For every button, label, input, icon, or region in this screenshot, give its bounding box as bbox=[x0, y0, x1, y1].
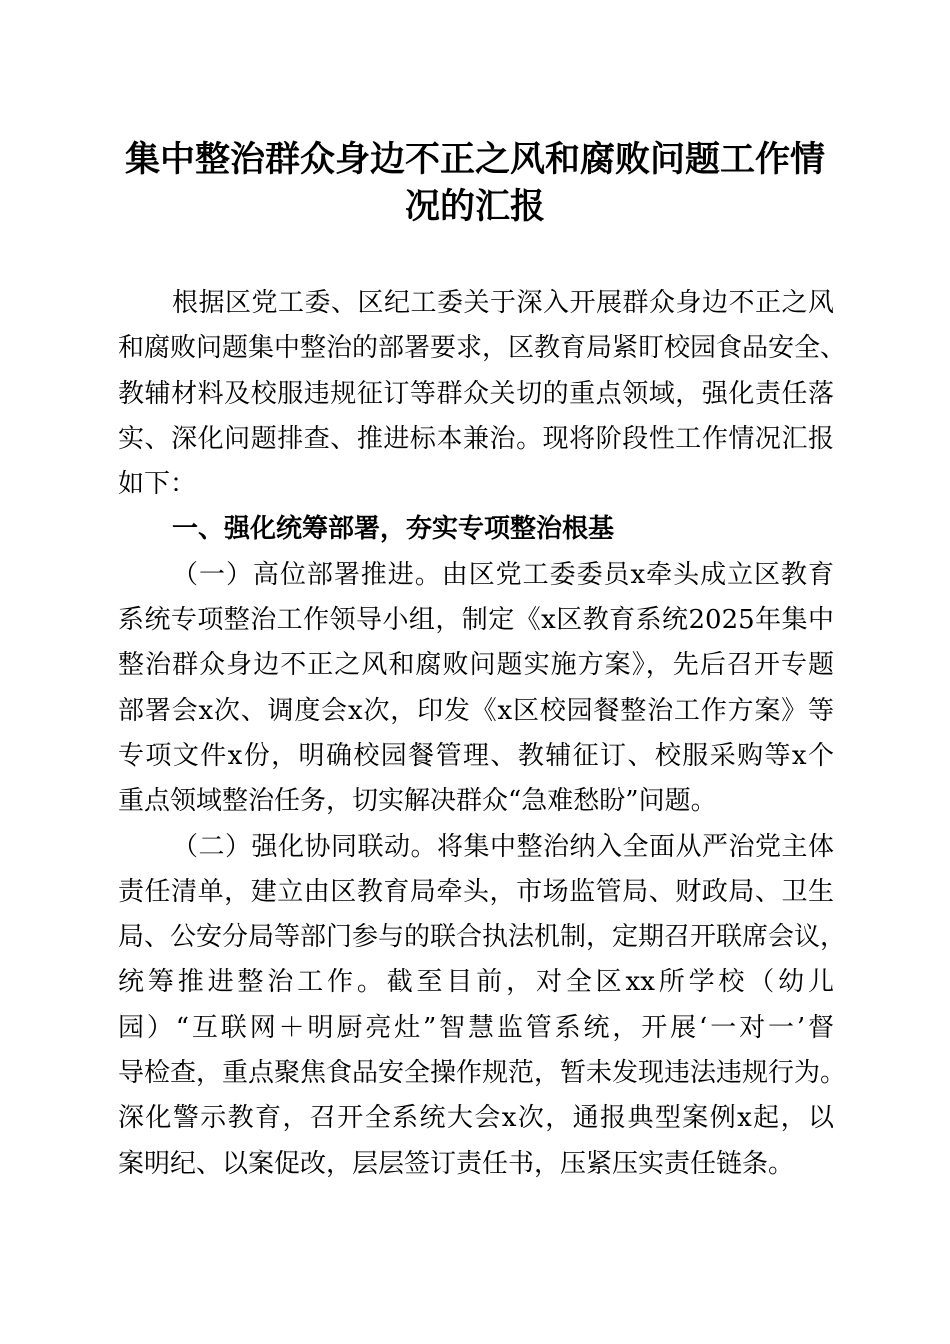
text-line: 系统专项整治工作领导小组，制定《x区教育系统2025年集中 bbox=[118, 605, 834, 636]
section-heading bbox=[118, 507, 834, 552]
text-line: 导检查，重点聚焦食品安全操作规范，暂未发现违法违规行为。 bbox=[118, 1058, 847, 1089]
text-line: （一）高位部署推进。由区党工委委员x牵头成立区教育 bbox=[172, 559, 834, 590]
document-title bbox=[100, 136, 850, 230]
text-line: 整治群众身边不正之风和腐败问题实施方案》，先后召开专题 bbox=[118, 650, 834, 681]
text-line: 责任清单，建立由区教育局牵头，市场监管局、财政局、卫生 bbox=[118, 876, 834, 907]
title-line: 况的汇报 bbox=[404, 186, 545, 227]
text-line: 实、深化问题排查、推进标本兼治。现将阶段性工作情况汇报 bbox=[118, 423, 834, 454]
text-line: 部署会x次、调度会x次，印发《x区校园餐整治工作方案》等 bbox=[118, 695, 834, 726]
text-line: 案明纪、以案促改，层层签订责任书，压紧压实责任链条。 bbox=[118, 1148, 795, 1179]
text-line: 和腐败问题集中整治的部署要求，区教育局紧盯校园食品安全、 bbox=[118, 333, 847, 364]
text-line: 根据区党工委、区纪工委关于深入开展群众身边不正之风 bbox=[172, 288, 834, 318]
paragraph bbox=[118, 825, 847, 1187]
document-body bbox=[118, 281, 847, 1187]
text-line: （二）强化协同联动。将集中整治纳入全面从严治党主体 bbox=[172, 831, 834, 862]
paragraph bbox=[118, 553, 834, 825]
text-line: 一、强化统筹部署，夯实专项整治根基 bbox=[172, 514, 615, 545]
text-line: 深化警示教育，召开全系统大会x次，通报典型案例x起，以 bbox=[118, 1103, 834, 1134]
title-line: 集中整治群众身边不正之风和腐败问题工作情 bbox=[124, 139, 825, 180]
paragraph bbox=[118, 281, 847, 507]
text-line: 局、公安分局等部门参与的联合执法机制，定期召开联席会议， bbox=[118, 922, 847, 953]
text-line: 园）“互联网＋明厨亮灶”智慧监管系统，开展‘一对一’督 bbox=[118, 1012, 834, 1043]
text-line: 如下： bbox=[118, 469, 197, 500]
text-line: 重点领域整治任务，切实解决群众“急难愁盼”问题。 bbox=[118, 786, 717, 817]
text-line: 教辅材料及校服违规征订等群众关切的重点领域，强化责任落 bbox=[118, 378, 834, 409]
text-line: 统筹推进整治工作。截至目前，对全区xx所学校（幼儿 bbox=[118, 967, 834, 998]
text-line: 专项文件x份，明确校园餐管理、教辅征订、校服采购等x个 bbox=[118, 740, 834, 771]
